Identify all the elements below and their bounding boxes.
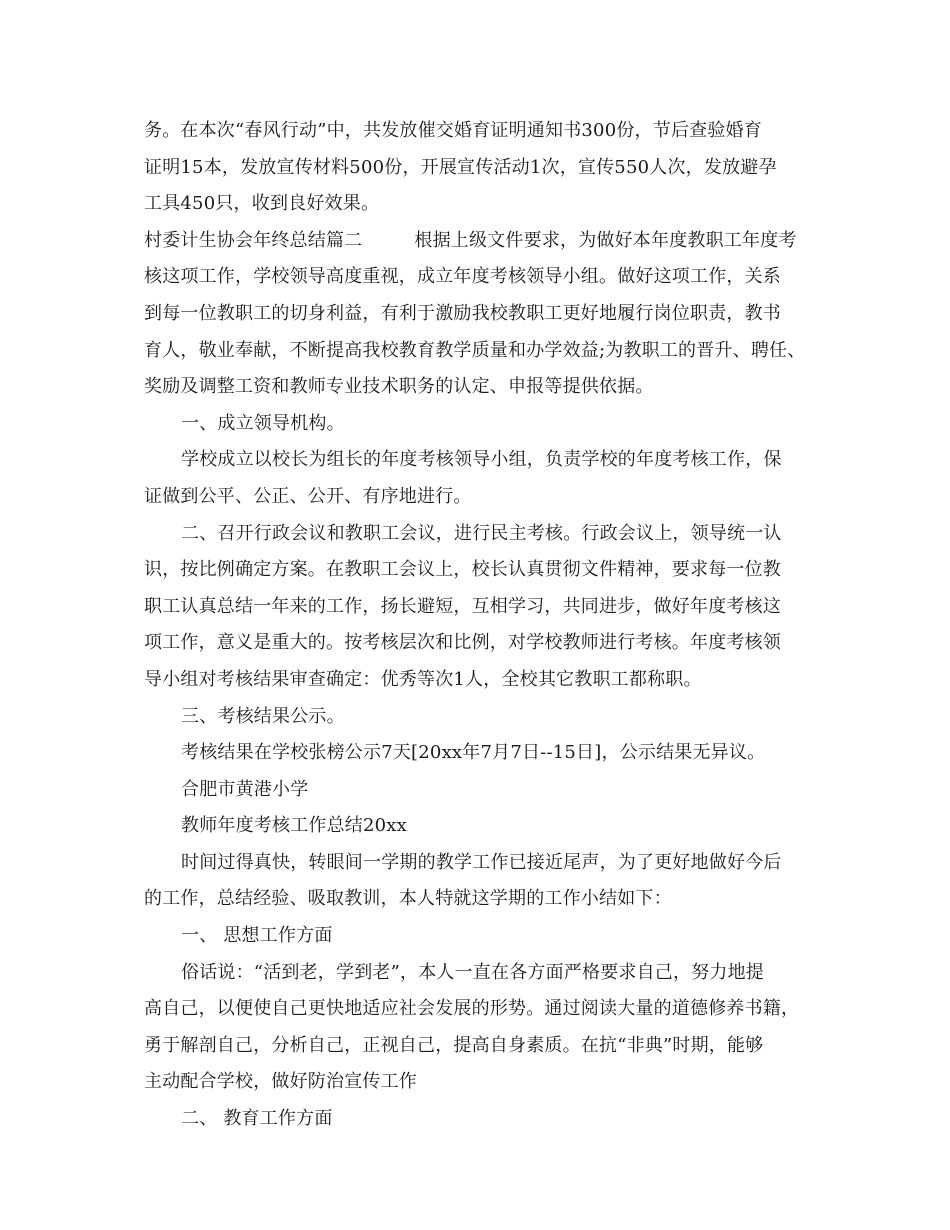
text-line-6: 到每一位教职工的切身利益，有利于激励我校教职工更好地履行岗位职责，教书: [144, 302, 781, 324]
section-heading-continuation: 根据上级文件要求，为做好本年度教职工年度考: [414, 229, 797, 251]
section-heading: 村委计生协会年终总结篇二: [144, 229, 363, 251]
subheading-thought: 一、 思想工作方面: [181, 925, 333, 947]
text-line-12: 二、召开行政会议和教职工会议，进行民主考核。行政会议上，领导统一认: [181, 522, 782, 544]
text-line-7: 育人，敬业奉献，不断提高我校教育教学质量和办学效益;为教职工的晋升、聘任、: [144, 339, 806, 361]
text-line-11: 证做到公平、公正、公开、有序地进行。: [144, 485, 472, 507]
text-line-15: 项工作，意义是重大的。按考核层次和比例，对学校教师进行考核。年度考核领: [144, 632, 781, 654]
text-line-16: 导小组对考核结果审查确定：优秀等次1人，全校其它教职工都称职。: [144, 668, 702, 690]
subheading-education: 二、 教育工作方面: [181, 1108, 333, 1130]
school-name: 合肥市黄港小学: [181, 778, 309, 800]
text-line-13: 识，按比例确定方案。在教职工会议上，校长认真贯彻文件精神，要求每一位教: [144, 559, 781, 581]
subheading-3: 三、考核结果公示。: [181, 705, 345, 727]
text-line-10: 学校成立以校长为组长的年度考核领导小组，负责学校的年度考核工作，保: [181, 449, 782, 471]
text-line-25: 高自己，以便使自己更快地适应社会发展的形势。通过阅读大量的道德修养书籍，: [144, 998, 800, 1020]
text-line-3: 工具450只，收到良好效果。: [144, 193, 380, 215]
text-line-22: 的工作，总结经验、吸取教训，本人特就这学期的工作小结如下：: [144, 888, 672, 910]
text-line-14: 职工认真总结一年来的工作，扬长避短，互相学习，共同进步，做好年度考核这: [144, 595, 781, 617]
text-line-27: 主动配合学校，做好防治宣传工作: [144, 1071, 417, 1093]
article-title: 教师年度考核工作总结20xx: [181, 815, 408, 837]
text-line-24: 俗话说：“活到老，学到老”，本人一直在各方面严格要求自己，努力地提: [181, 961, 765, 983]
text-line-21: 时间过得真快，转眼间一学期的教学工作已接近尾声，为了更好地做好今后: [181, 851, 782, 873]
text-line-2: 证明15本，发放宣传材料500份，开展宣传活动1次，宣传550人次，发放避孕: [144, 156, 777, 178]
text-line-5: 核这项工作，学校领导高度重视，成立年度考核领导小组。做好这项工作，关系: [144, 266, 781, 288]
section-heading-line: [144, 223, 806, 260]
text-line-18: 考核结果在学校张榜公示7天[20xx年7月7日--15日]，公示结果无异议。: [181, 742, 766, 764]
subheading-1: 一、成立领导机构。: [181, 412, 345, 434]
text-line-26: 勇于解剖自己，分析自己，正视自己，提高自身素质。在抗“非典”时期，能够: [144, 1034, 764, 1056]
text-line-1: 务。在本次“春风行动”中，共发放催交婚育证明通知书300份，节后查验婚育: [144, 120, 762, 141]
document-body: [144, 113, 806, 1138]
text-line-8: 奖励及调整工资和教师专业技术职务的认定、申报等提供依据。: [144, 376, 654, 398]
